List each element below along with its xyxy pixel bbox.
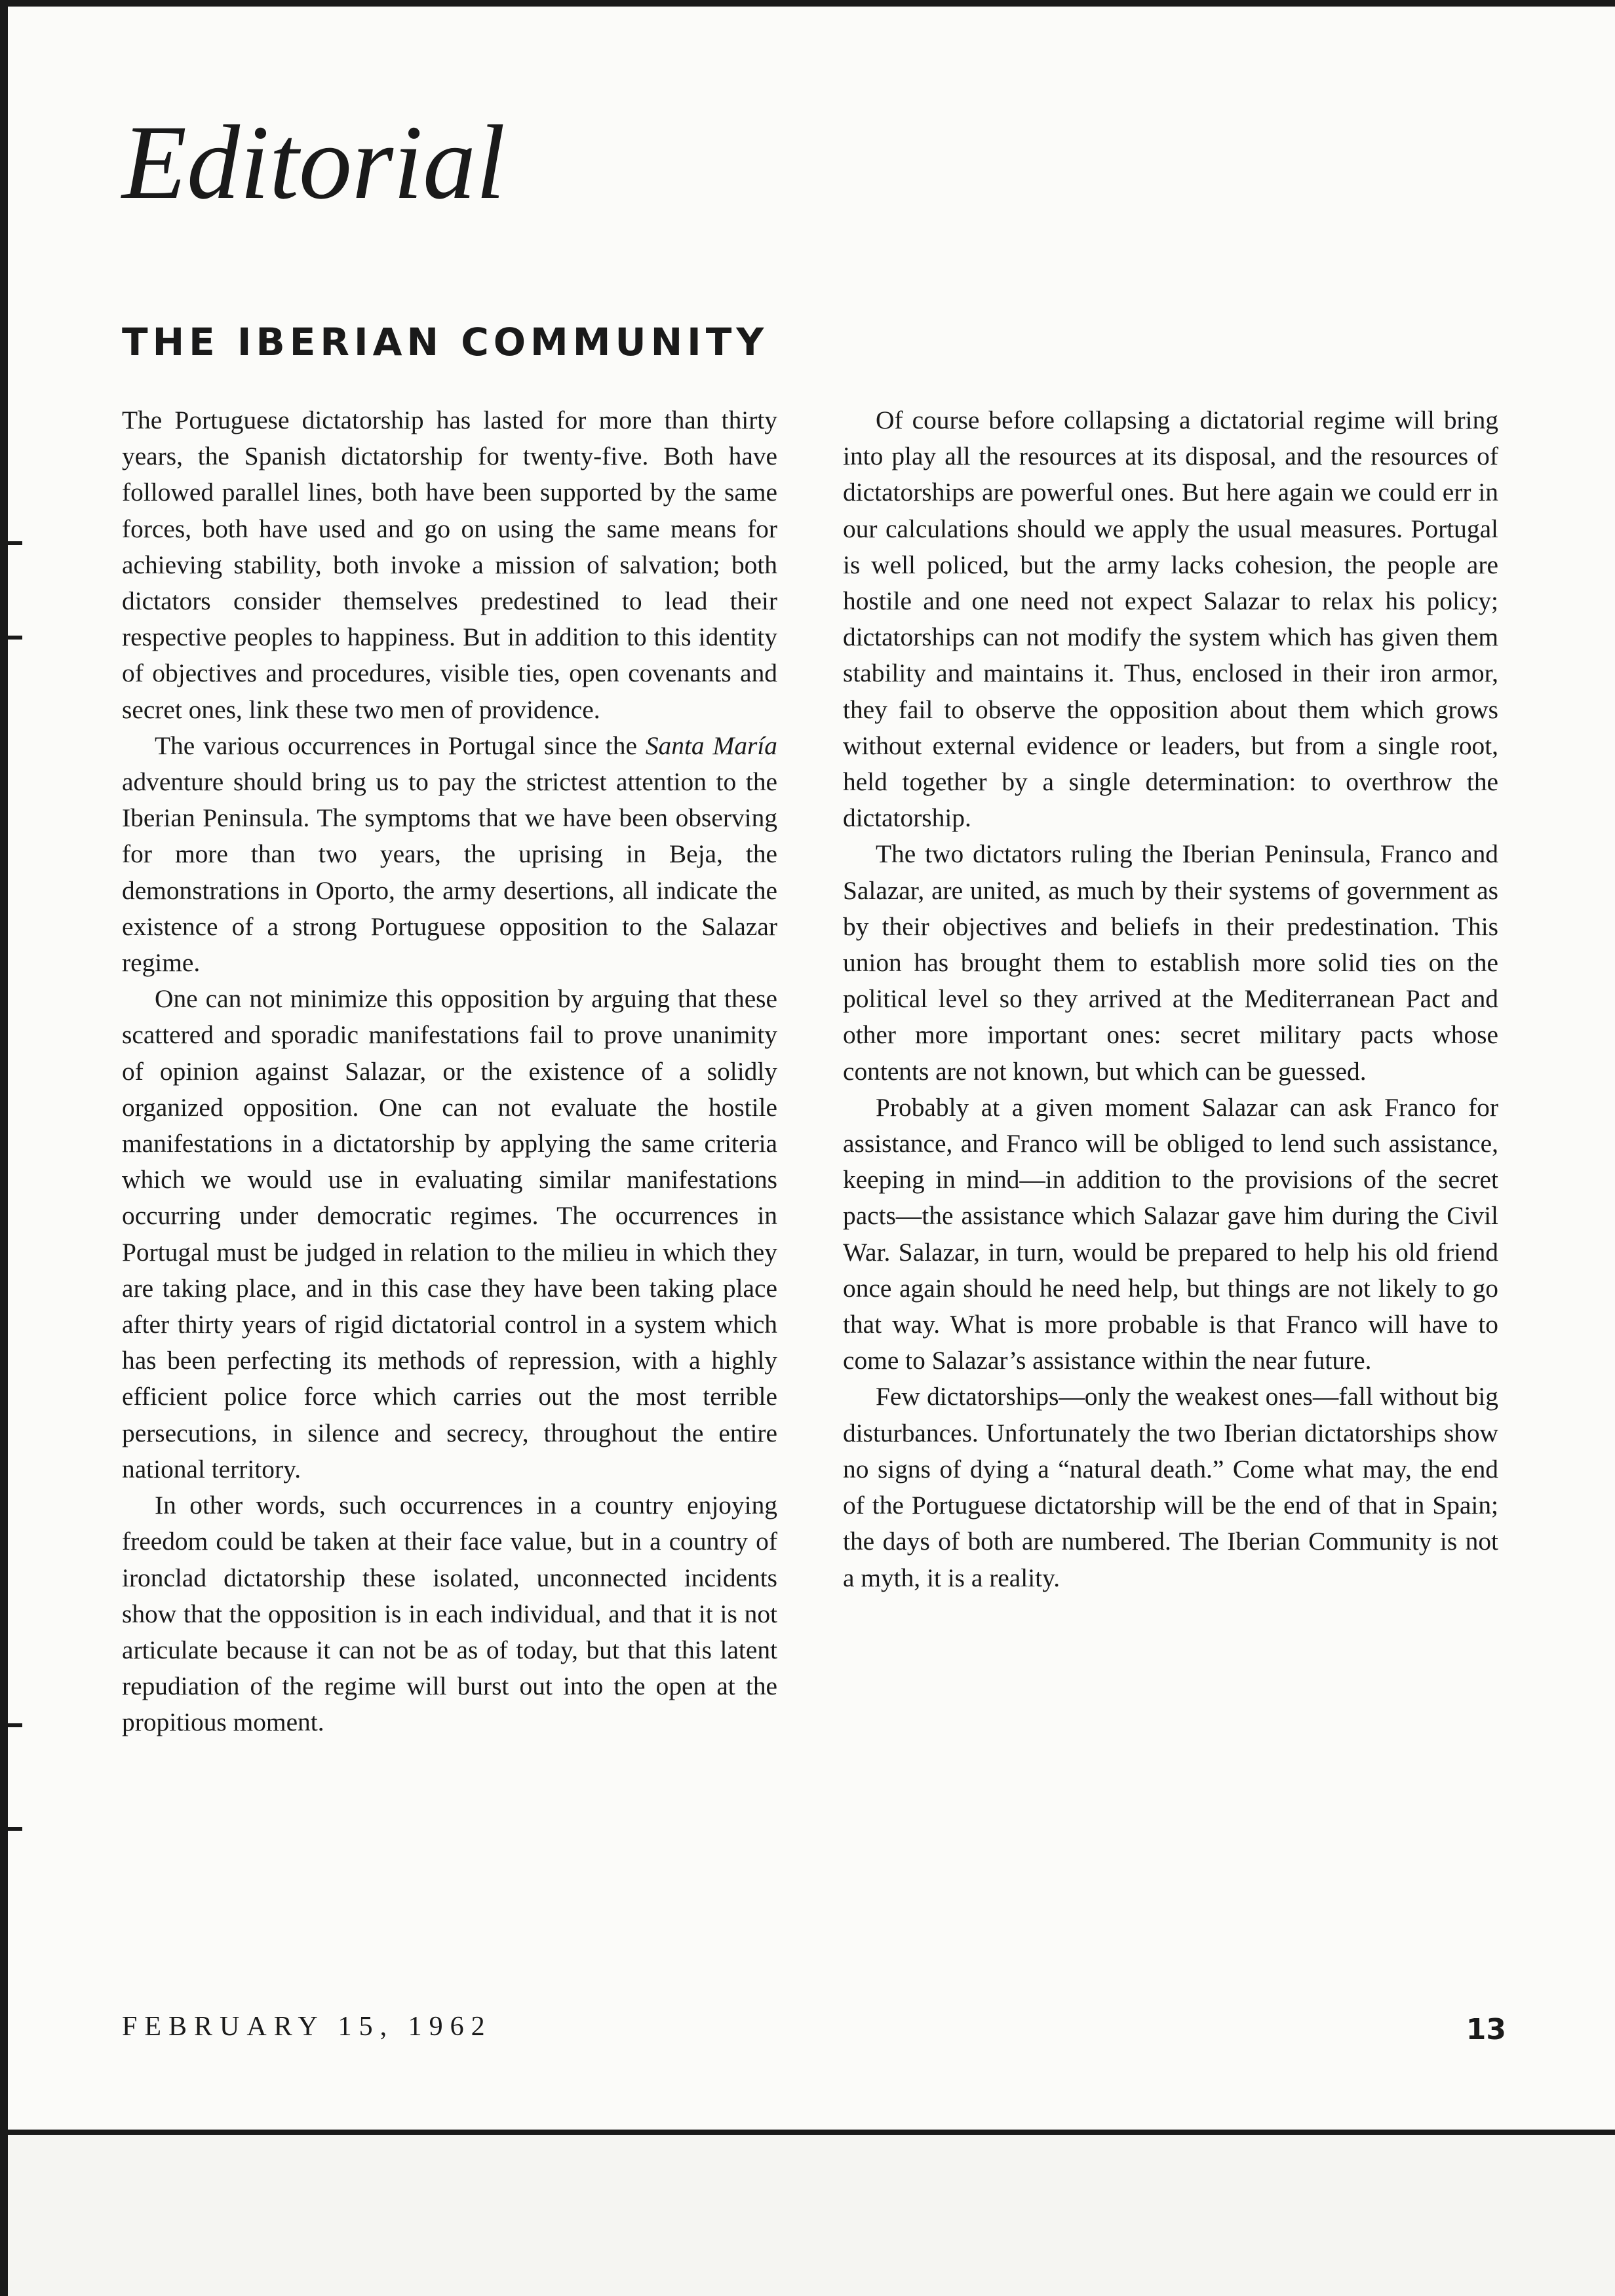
article-paragraph-4: In other words, such occurrences in a country enjoying freedom could be taken at their face value, but in a country of ironclad dictatorship these isolated, unconnected incidents show that the opposition is in each individual, and that it is not articulate because it can not be as of today, but that this latent repudiation of the regime will burst out into the open at the propitious moment. — [122, 1491, 777, 1737]
footer-date: FEBRUARY 15, 1962 — [122, 2012, 492, 2042]
article-paragraph-3: One can not minimize this opposition by arguing that these scattered and sporadic manifestations fail to prove unanimity of opinion against Salazar, or the existence of a solidly organized opposition. One can not evaluate the hostile manifestations in a dictatorship by applying the same criteria which we would use in evaluating similar manifestations occurring under democratic regimes. The occurrences in Portugal must be judged in relation to the milieu in which they are taking place, and in this case they have been taking place after thirty years of rigid dictatorial control in a system which has been perfecting its methods of repression, with a highly efficient police force which carries out the most terrible persecutions, in silence and secrecy, throughout the entire national territory. — [122, 984, 777, 1483]
article-column-left — [122, 402, 777, 1741]
scan-border-top — [0, 0, 1615, 7]
article-title: THE IBERIAN COMMUNITY — [122, 320, 769, 364]
page-number: 13 — [1466, 2013, 1506, 2046]
section-heading: Editorial — [122, 104, 506, 221]
margin-tick-mark — [8, 1723, 22, 1727]
article-paragraph-7: Probably at a given moment Salazar can ask Franco for assistance, and Franco will be obliged to lend such assistance, keeping in mind—in addition to the provisions of the secret pacts—the assistance which Salazar gave him during the Civil War. Salazar, in turn, would be prepared to help his old friend once again should he need help, but things are not likely to go that way. What is more probable is that Franco will have to come to Salazar’s assistance within the near future. — [843, 1092, 1498, 1375]
ship-name-italic: Santa María — [645, 731, 777, 760]
article-paragraph-6: The two dictators ruling the Iberian Peninsula, Franco and Salazar, are united, as much by their systems of government as by their objectives and beliefs in their predestination. This union has brought them to establish more solid ties on the political level so they arrived at the Mediterranean Pact and other more important ones: secret military pacts whose contents are not known, but which can be guessed. — [843, 839, 1498, 1086]
article-paragraph-8: Few dictatorships—only the weakest ones—fall without big disturbances. Unfortunately the two Iberian dictatorships show no signs of dying a “natural death.” Come what may, the end of the Portuguese dictatorship will be the end of that in Spain; the days of both are numbered. The Iberian Community is not a myth, it is a reality. — [843, 1382, 1498, 1592]
scan-border-left — [0, 0, 8, 2296]
article-paragraph-2: The various occurrences in Portugal since the Santa María adventure should bring us to pay the strictest attention to the Iberian Peninsula. The symptoms that we have been observing for more than two years, the uprising in Beja, the demonstrations in Oporto, the army desertions, all indicate the existence of a strong Portuguese opposition to the Salazar regime. — [122, 731, 777, 978]
margin-tick-mark — [8, 636, 22, 640]
article-column-right — [843, 402, 1498, 1596]
margin-tick-mark — [8, 541, 22, 545]
scan-blank-area — [8, 2135, 1615, 2296]
article-paragraph-1: The Portuguese dictatorship has lasted for more than thirty years, the Spanish dictatorship for twenty-five. Both have followed parallel lines, both have been supported by the same forces, both have used and go on using the same means for achieving stability, both invoke a mission of salvation; both dictators consider themselves predestined to lead their respective peoples to happiness. But in addition to this identity of objectives and procedures, visible ties, open covenants and secret ones, link these two men of providence. — [122, 406, 777, 724]
margin-tick-mark — [8, 1827, 22, 1831]
article-paragraph-5: Of course before collapsing a dictatorial regime will bring into play all the resources at its disposal, and the resources of dictatorships are powerful ones. But here again we could err in our calculations should we apply the usual measures. Portugal is well policed, but the army lacks cohesion, the people are hostile and one need not expect Salazar to relax his policy; dictatorships can not modify the system which has given them stability and maintains it. Thus, enclosed in their iron armor, they fail to observe the opposition about them which grows without external evidence or leaders, but from a single root, held together by a single determination: to overthrow the dictatorship. — [843, 406, 1498, 833]
scan-rule-bottom — [0, 2130, 1615, 2135]
